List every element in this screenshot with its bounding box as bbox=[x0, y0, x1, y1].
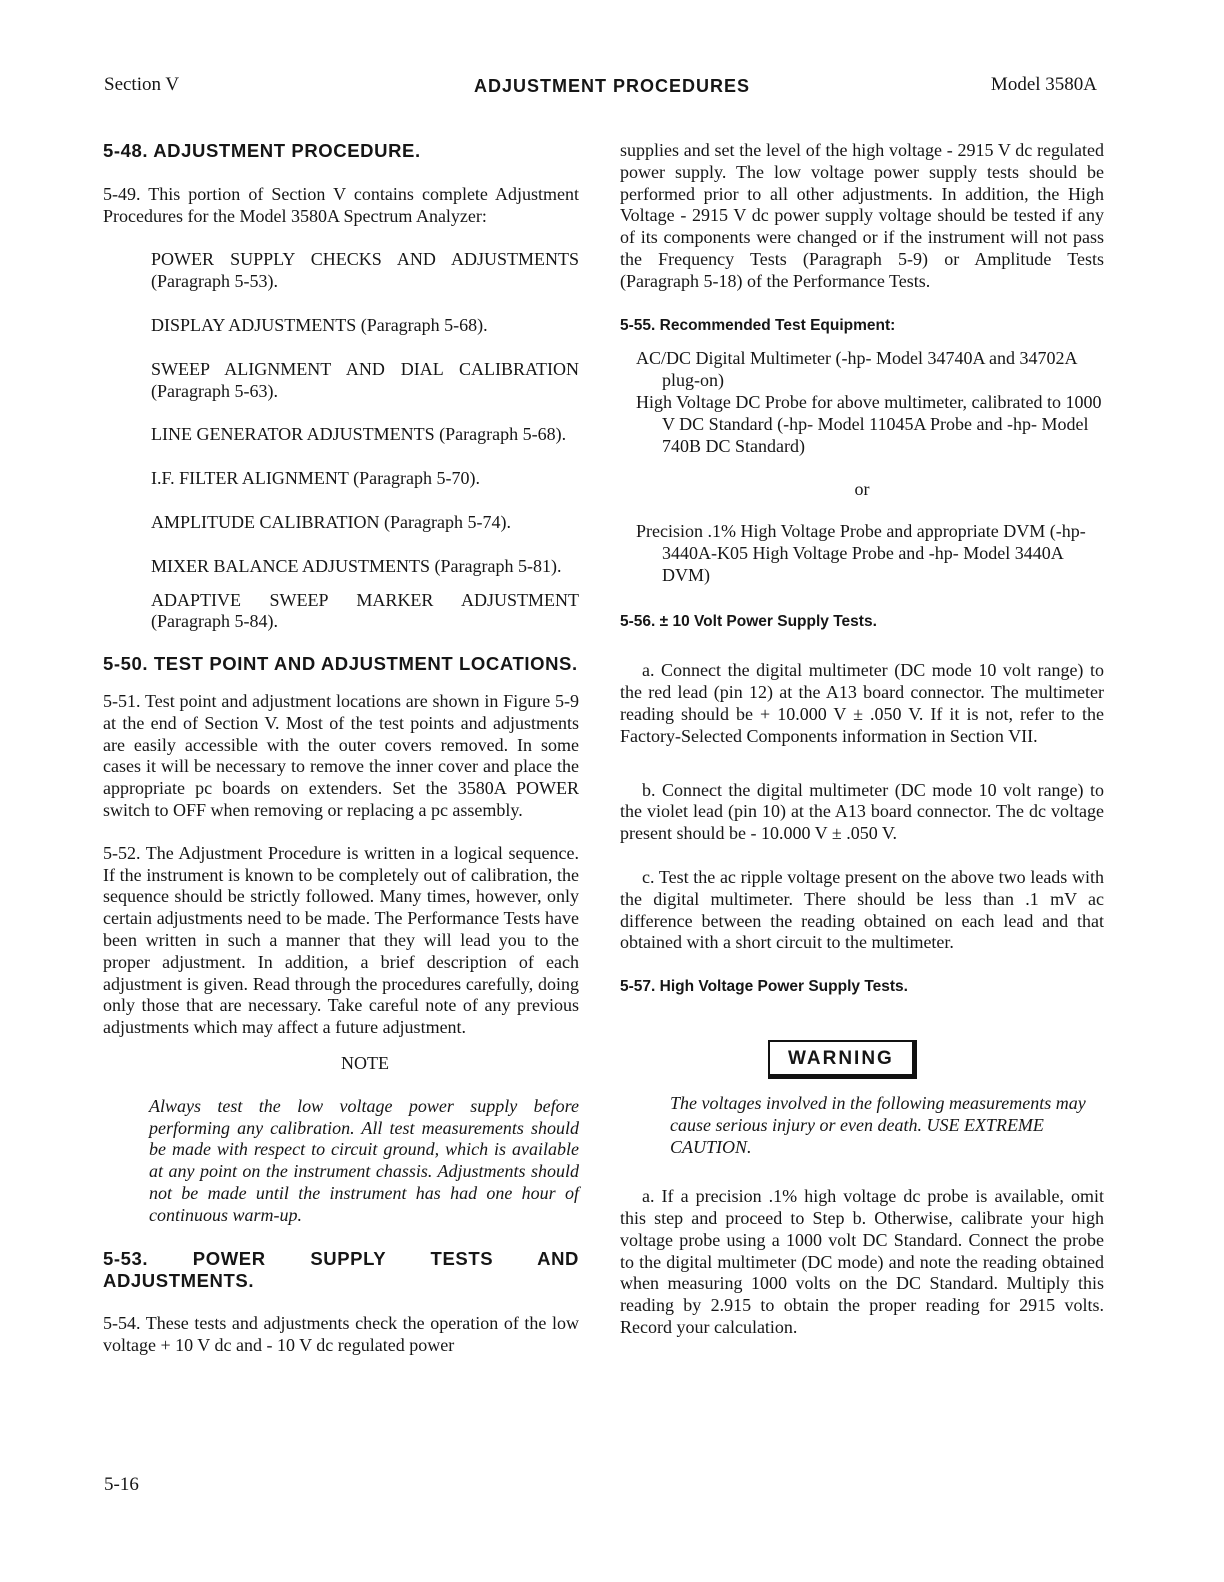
section-5-56-title: 5-56. ± 10 Volt Power Supply Tests. bbox=[620, 612, 877, 630]
paragraph-5-54: 5-54. These tests and adjustments check the operation of the low voltage + 10 V dc and - 10 V dc regulated power bbox=[103, 1313, 579, 1355]
header-section: Section V bbox=[104, 74, 180, 95]
step-b: b. Connect the digital multimeter (DC mode 10 volt range) to the violet lead (pin 10) at the A13 board connector. The dc voltage present should be - 10.000 V ± .050 V. bbox=[620, 779, 1104, 844]
left-column bbox=[103, 140, 579, 1357]
equipment-item: AC/DC Digital Multimeter (-hp- Model 34740A and 34702A plug-on) bbox=[636, 348, 1077, 391]
header-title: ADJUSTMENT PROCEDURES bbox=[473, 76, 751, 96]
page-number: 5-16 bbox=[104, 1474, 139, 1495]
section-5-53-title: 5-53. POWER SUPPLY TESTS AND ADJUSTMENTS. bbox=[103, 1248, 579, 1292]
step-a: a. Connect the digital multimeter (DC mode 10 volt range) to the red lead (pin 12) at the A13 board connector. The multimeter reading should be + 10.000 V ± .050 V. If it is not, refer to the Factory-Selected Components information in Section VII. bbox=[620, 660, 1104, 746]
note-label: NOTE bbox=[341, 1052, 389, 1073]
warning-box: WARNING bbox=[768, 1040, 917, 1079]
section-5-48-title: 5-48. ADJUSTMENT PROCEDURE. bbox=[103, 140, 421, 161]
section-5-55-title: 5-55. Recommended Test Equipment: bbox=[620, 316, 896, 334]
paragraph-5-54-continued: supplies and set the level of the high voltage - 2915 V dc regulated power supply. The low voltage power supply tests should be performed prior to all other adjustments. In addition, the High Voltage - 2915 V dc power supply voltage should be tested if any of its components were changed or if the instrument will not pass the Frequency Tests (Paragraph 5-9) or Amplitude Tests (Paragraph 5-18) of the Performance Tests. bbox=[620, 140, 1104, 291]
section-5-50-title: 5-50. TEST POINT AND ADJUSTMENT LOCATIONS. bbox=[103, 653, 578, 675]
equipment-item: High Voltage DC Probe for above multimeter, calibrated to 1000 V DC Standard (-hp- Model 11045A Probe and -hp- Model 740B DC Standard) bbox=[636, 391, 1102, 456]
paragraph-5-49: 5-49. This portion of Section V contains complete Adjustment Procedures for the Model 3580A Spectrum Analyzer: bbox=[103, 183, 579, 226]
header-model: Model 3580A bbox=[990, 74, 1097, 95]
step-c: c. Test the ac ripple voltage present on the above two leads with the digital multimeter. There should be less than .1 mV ac difference between the reading obtained on each lead and that obtained with a short circuit to the multimeter. bbox=[620, 866, 1104, 953]
list-item: POWER SUPPLY CHECKS AND ADJUSTMENTS (Paragraph 5-53). bbox=[151, 249, 579, 292]
list-item: I.F. FILTER ALIGNMENT (Paragraph 5-70). bbox=[151, 468, 481, 489]
list-item: LINE GENERATOR ADJUSTMENTS (Paragraph 5-68). bbox=[151, 424, 567, 445]
paragraph-5-52: 5-52. The Adjustment Procedure is written in a logical sequence. If the instrument is known to be completely out of calibration, the sequence should be strictly followed. Many times, however, only certain adjustments need to be made. The Performance Tests have been written in such a manner that they will lead you to the proper adjustment. In addition, a brief description of each adjustment is given. Read through the procedures carefully, doing only those that are necessary. Take careful note of any previous adjustments which may affect a future adjustment. bbox=[103, 842, 579, 1038]
or-separator: or bbox=[854, 479, 870, 500]
right-column bbox=[620, 140, 1104, 1339]
list-item: MIXER BALANCE ADJUSTMENTS (Paragraph 5-81). bbox=[151, 555, 562, 576]
list-item: SWEEP ALIGNMENT AND DIAL CALIBRATION (Paragraph 5-63). bbox=[151, 358, 579, 401]
list-item: DISPLAY ADJUSTMENTS (Paragraph 5-68). bbox=[151, 314, 488, 335]
note-text: Always test the low voltage power supply before performing any calibration. All test measurements should be made with respect to circuit ground, which is available at any point on the instrument chassis. Adjustments should not be made until the instrument has had one hour of continuous warm-up. bbox=[149, 1095, 579, 1225]
equipment-item: Precision .1% High Voltage Probe and appropriate DVM (-hp- 3440A-K05 High Voltage Probe and -hp- Model 3440A DVM) bbox=[636, 521, 1086, 585]
paragraph-5-51: 5-51. Test point and adjustment locations are shown in Figure 5-9 at the end of Section V. Most of the test points and adjustments are easily accessible with the outer covers removed. In some cases it will be necessary to remove the inner cover and place the appropriate pc boards on extenders. Set the 3580A POWER switch to OFF when removing or replacing a pc assembly. bbox=[103, 690, 579, 820]
list-item: AMPLITUDE CALIBRATION (Paragraph 5-74). bbox=[151, 511, 511, 532]
section-5-57-title: 5-57. High Voltage Power Supply Tests. bbox=[620, 978, 908, 996]
warning-text: The voltages involved in the following measurements may cause serious injury or even death. USE EXTREME CAUTION. bbox=[670, 1092, 1086, 1157]
step-a: a. If a precision .1% high voltage dc probe is available, omit this step and proceed to Step b. Otherwise, calibrate your high voltage probe using a 1000 volt DC Standard. Connect the probe to the digital multimeter (DC mode) and note the reading obtained when measuring 1000 volts on the DC Standard. Multiply this reading by 2.915 to obtain the proper reading for 2915 volts. Record your calculation. bbox=[620, 1186, 1104, 1338]
list-item: ADAPTIVE SWEEP MARKER ADJUSTMENT (Paragraph 5-84). bbox=[151, 589, 579, 632]
